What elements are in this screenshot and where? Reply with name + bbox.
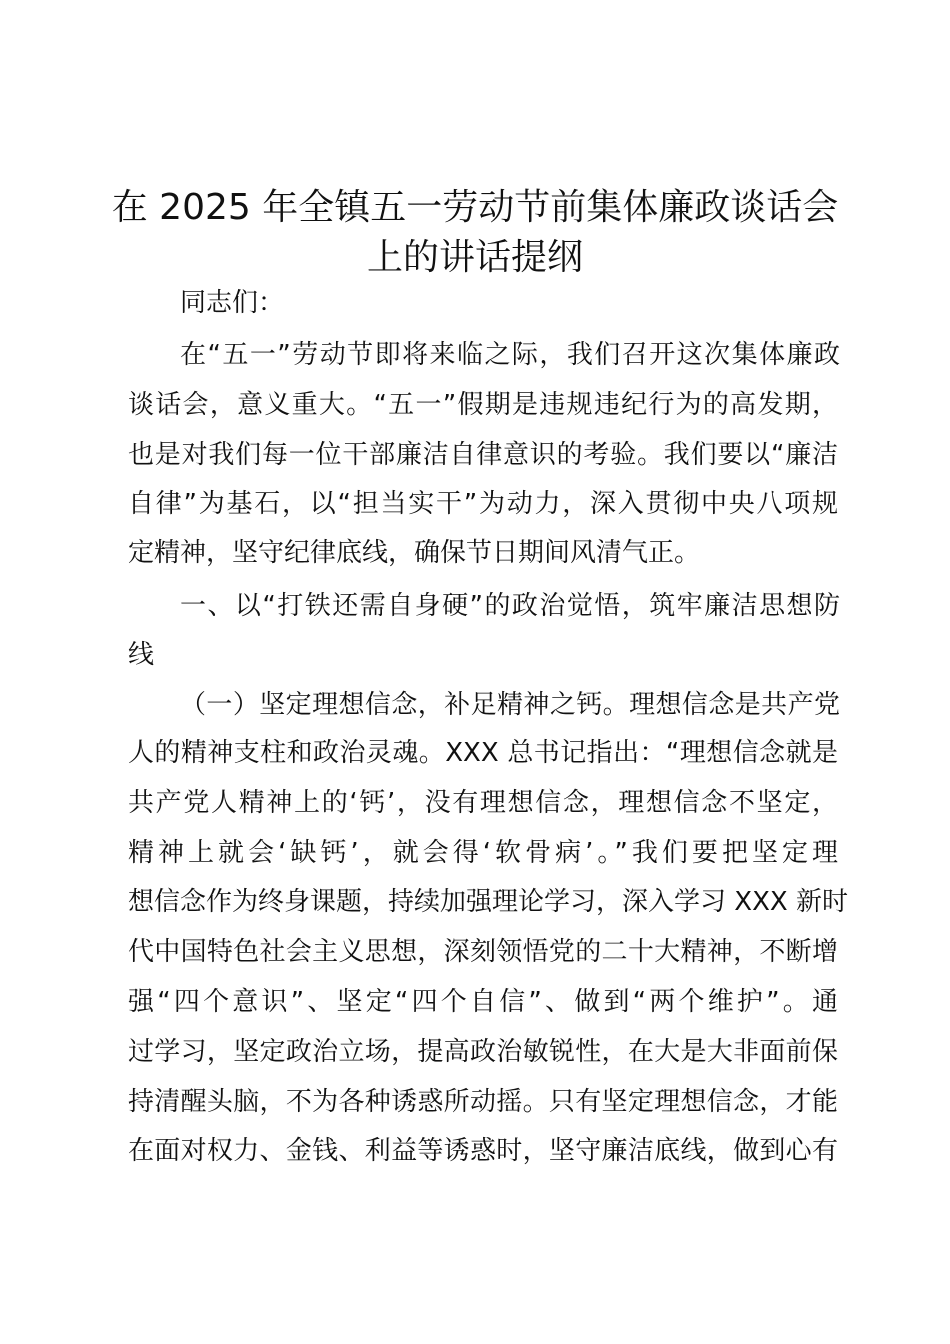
paragraph-1-line: 自律”为基石，以“担当实干”为动力，深入贯彻中央八项规 [128, 489, 838, 519]
section-heading-1-line: 线 [128, 640, 155, 670]
paragraph-1-line: 也是对我们每一位干部廉洁自律意识的考验。我们要以“廉洁 [128, 440, 838, 470]
paragraph-1-line: 谈话会，意义重大。“五一”假期是违规违纪行为的高发期， [128, 390, 838, 420]
paragraph-2-line: （一）坚定理想信念，补足精神之钙。理想信念是共产党 [180, 690, 840, 720]
greeting: 同志们： [180, 288, 285, 318]
paragraph-2-line: 共产党人精神上的‘钙’，没有理想信念，理想信念不坚定， [128, 788, 838, 818]
paragraph-1-line: 定精神，坚守纪律底线，确保节日期间风清气正。 [128, 538, 701, 568]
paragraph-2-line: 人的精神支柱和政治灵魂。XXX 总书记指出：“理想信念就是 [128, 738, 838, 768]
paragraph-2-line: 精神上就会‘缺钙’，就会得‘软骨病’。”我们要把坚定理 [128, 838, 838, 868]
paragraph-2-line: 持清醒头脑，不为各种诱惑所动摇。只有坚定理想信念，才能 [128, 1087, 838, 1117]
paragraph-2-line: 过学习，坚定政治立场，提高政治敏锐性，在大是大非面前保 [128, 1037, 838, 1067]
paragraph-2-line: 在面对权力、金钱、利益等诱惑时，坚守廉洁底线，做到心有 [128, 1136, 838, 1166]
paragraph-1-line: 在“五一”劳动节即将来临之际，我们召开这次集体廉政 [180, 340, 840, 370]
paragraph-2-line: 想信念作为终身课题，持续加强理论学习，深入学习 XXX 新时 [128, 887, 848, 917]
document-title-line-1: 在 2025 年全镇五一劳动节前集体廉政谈话会 [111, 187, 839, 228]
document-title-line-2: 上的讲话提纲 [366, 237, 583, 278]
paragraph-2-line: 强“四个意识”、坚定“四个自信”、做到“两个维护”。通 [128, 987, 838, 1017]
section-heading-1-line: 一、以“打铁还需自身硬”的政治觉悟，筑牢廉洁思想防 [180, 591, 840, 621]
paragraph-2-line: 代中国特色社会主义思想，深刻领悟党的二十大精神，不断增 [128, 937, 838, 967]
